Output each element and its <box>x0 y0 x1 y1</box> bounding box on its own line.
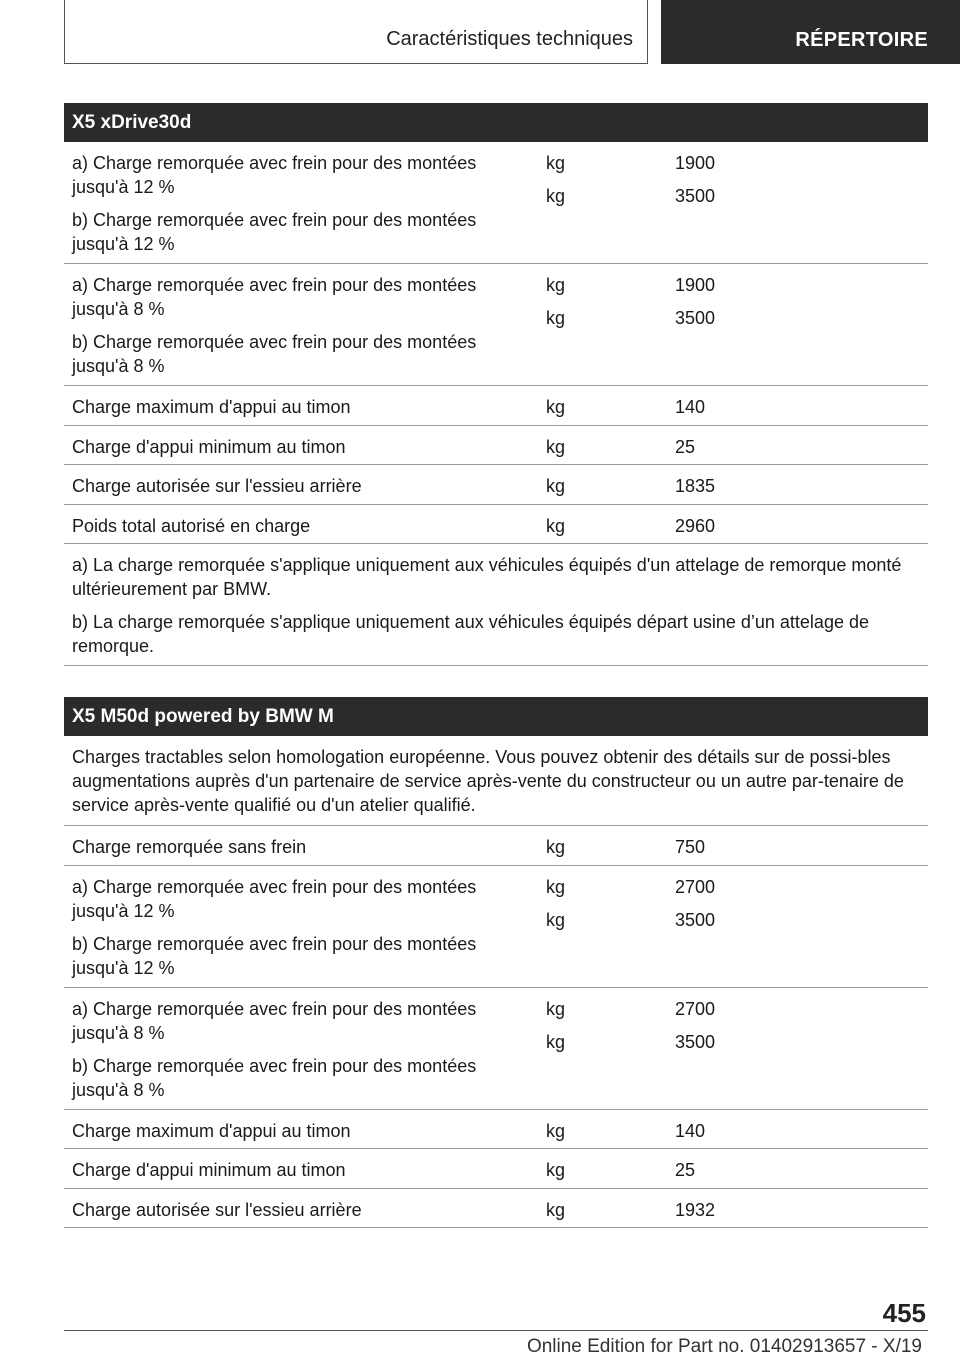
row-label: Charge autorisée sur l'essieu arrière <box>72 1199 362 1220</box>
footer-divider <box>64 1330 928 1331</box>
row-label-b: b) Charge remorquée avec frein pour des montées jusqu'à 8 % <box>72 1055 477 1100</box>
row-label-a: a) Charge remorquée avec frein pour des montées jusqu'à 12 % <box>72 876 477 921</box>
value: 140 <box>675 1120 706 1141</box>
unit: kg <box>546 436 566 457</box>
row-label: Charge d'appui minimum au timon <box>72 436 346 457</box>
value: 25 <box>675 1160 696 1181</box>
chapter-title: RÉPERTOIRE <box>795 29 928 51</box>
table-row <box>64 1149 928 1189</box>
row-label-a: a) Charge remorquée avec frein pour des montées jusqu'à 12 % <box>72 153 477 197</box>
page-number: 455 <box>882 1298 926 1328</box>
value: 1900 <box>675 153 716 173</box>
table-title: X5 M50d powered by BMW M <box>64 697 928 736</box>
section-title: Caractéristiques techniques <box>386 28 633 50</box>
value: 750 <box>675 837 706 857</box>
table-row <box>64 505 928 545</box>
spec-table-m50d <box>64 697 928 1228</box>
row-label: Poids total autorisé en charge <box>72 515 311 536</box>
value: 3500 <box>675 909 716 930</box>
value: 3500 <box>675 186 716 206</box>
row-label: Charge remorquée sans frein <box>72 837 307 857</box>
table-title: X5 xDrive30d <box>64 103 928 142</box>
table-row <box>64 826 928 866</box>
value: 3500 <box>675 308 716 328</box>
row-label: Charge maximum d'appui au timon <box>72 397 351 417</box>
unit: kg <box>546 837 566 857</box>
value: 140 <box>675 397 706 417</box>
spec-table-xdrive30d <box>64 103 928 666</box>
unit: kg <box>546 1031 566 1052</box>
footnote-b: b) La charge remorquée s'applique uniquement aux véhicules équipés départ usine d’un attelage de remorque. <box>72 612 869 657</box>
row-label-b: b) Charge remorquée avec frein pour des montées jusqu'à 12 % <box>72 210 477 254</box>
row-label-b: b) Charge remorquée avec frein pour des montées jusqu'à 8 % <box>72 332 477 376</box>
table-row <box>64 988 928 1110</box>
value: 2960 <box>675 515 716 536</box>
value: 1835 <box>675 476 716 497</box>
unit: kg <box>546 397 566 417</box>
row-label: Charge autorisée sur l'essieu arrière <box>72 476 362 497</box>
row-label: Charge d'appui minimum au timon <box>72 1160 346 1181</box>
intro-row <box>64 736 928 826</box>
intro-text: Charges tractables selon homologation européenne. Vous pouvez obtenir des détails sur de possi-bles augmentations auprès d'un partenaire de service après-vente du constructeur ou un autre par-tenaire de service après-vente qualifié ou d'un atelier qualifié. <box>72 747 904 815</box>
table-row <box>64 1110 928 1150</box>
unit: kg <box>546 998 566 1019</box>
edition-text: Online Edition for Part no. 01402913657 - X/19 <box>526 1336 922 1357</box>
unit: kg <box>546 1160 566 1181</box>
unit: kg <box>546 909 566 930</box>
table-row <box>64 386 928 426</box>
footnote-a: a) La charge remorquée s'applique uniquement aux véhicules équipés d'un attelage de remorque monté ultérieurement par BMW. <box>72 555 902 600</box>
value: 2700 <box>675 876 716 897</box>
table-row <box>64 465 928 505</box>
footnote-row <box>64 544 928 666</box>
row-label-a: a) Charge remorquée avec frein pour des montées jusqu'à 8 % <box>72 275 477 319</box>
unit: kg <box>546 1199 566 1220</box>
value: 2700 <box>675 998 716 1019</box>
unit: kg <box>546 1120 566 1141</box>
table-row <box>64 142 928 264</box>
row-label: Charge maximum d'appui au timon <box>72 1120 351 1141</box>
value: 1932 <box>675 1199 716 1220</box>
row-label-b: b) Charge remorquée avec frein pour des montées jusqu'à 12 % <box>72 933 477 978</box>
unit: kg <box>546 308 566 328</box>
unit: kg <box>546 515 566 536</box>
unit: kg <box>546 275 566 295</box>
table-row <box>64 1189 928 1229</box>
unit: kg <box>546 186 566 206</box>
unit: kg <box>546 153 566 173</box>
unit: kg <box>546 876 566 897</box>
header-section-tab <box>64 0 648 64</box>
table-row <box>64 426 928 466</box>
value: 3500 <box>675 1031 716 1052</box>
value: 25 <box>675 436 696 457</box>
row-label-a: a) Charge remorquée avec frein pour des montées jusqu'à 8 % <box>72 998 477 1043</box>
unit: kg <box>546 476 566 497</box>
value: 1900 <box>675 275 716 295</box>
table-row <box>64 264 928 386</box>
table-row <box>64 866 928 988</box>
header-chapter-tab <box>661 0 960 64</box>
